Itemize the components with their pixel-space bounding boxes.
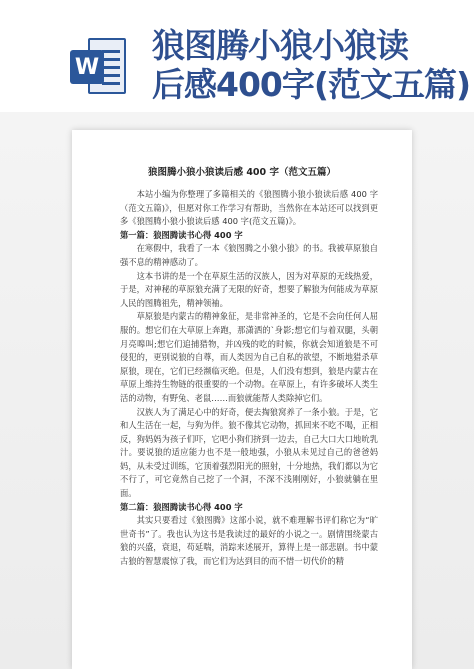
word-document-icon xyxy=(70,38,126,94)
section2-heading: 第二篇：狼图腾读书心得 400 字 xyxy=(120,501,243,512)
banner xyxy=(0,0,474,112)
body-paragraph: 草原狼是内蒙古的精神象征，是非常神圣的，它是不会向任何人屈服的。想它们在大草原上奔跑，那潇洒的`身影;想它们与着双腿，头朝月亮嗥叫;想它们追捕猎物，并凶残的吃的时候，你就会知道狼是不可侵犯的，更别说狼的自尊，而人类因为自己自私的欲望，不断地猎杀草原狼，现在，它们已经濒临灭绝。但是，人们没有想到，狼是内蒙古在草原上维持生物链的很重要的一个动物。在草原上，有许多破坏人类生活的动物，有野兔、老鼠……而狼就能帮人类除掉它们。 xyxy=(120,311,378,403)
word-w-letter: W xyxy=(70,50,104,84)
icon-line xyxy=(102,50,120,53)
body-paragraph: 在寒假中，我看了一本《狼图腾之小狼小狼》的书。我被草原狼自强不息的精神感动了。 xyxy=(120,243,378,267)
document-title: 狼图腾小狼小狼读后感 400 字（范文五篇） xyxy=(148,167,336,178)
icon-line xyxy=(102,58,120,61)
body-paragraph: 汉族人为了满足心中的好奇，便去掏狼窝养了一条小狼。于是，它和人生活在一起，与狗为伴。狼不像其它动物，抓回来不吃不喝，正相反，狗妈妈为孩子们吓，它吧小狗们挤到一边去，自己大口大口地吮乳汁。要说狼的适应能力也不是一般地强，小狼从未见过自己的爸爸妈妈，从未受过训练，它顶着强烈阳光的照射，十分地热，我们都以为它不行了，可它竟然自己挖了一个洞，不深不浅刚刚好，小狼就躺在里面。 xyxy=(120,406,378,499)
banner-title-line2: 后感400字(范文五篇) xyxy=(152,65,471,104)
icon-line xyxy=(102,74,120,77)
icon-line xyxy=(102,66,120,69)
document-page xyxy=(72,130,412,669)
icon-line xyxy=(102,82,120,85)
document-body xyxy=(120,188,378,569)
body-paragraph: 其实只要看过《狼图腾》这部小说，就不难理解书评们称它为“旷世奇书”了。我也认为这书是我读过的最好的小说之一。剧情围绕蒙古狼的兴盛，衰退，苟延喘，消踪来述展开，算得上是一部悲剧。书中蒙古狼的智慧震惊了我，而它们为达到目的而不惜一切代价的精 xyxy=(120,515,378,567)
banner-title xyxy=(152,26,472,104)
banner-title-line1: 狼图腾小狼小狼读 xyxy=(152,26,408,65)
intro-paragraph: 本站小编为你整理了多篇相关的《狼图腾小狼小狼读后感 400 字（范文五篇)》，但愿对你工作学习有帮助，当然你在本站还可以找到更多《狼图腾小狼小狼读后感 400 字(范文五篇)》。 xyxy=(120,189,378,227)
body-paragraph: 这本书讲的是一个在草原生活的汉族人，因为对草原的无线热爱，于是，对神秘的草原狼充满了无限的好奇，想要了解狼为何能成为草原人民的图腾祖先，精神领袖。 xyxy=(120,270,378,308)
section1-heading: 第一篇：狼图腾读书心得 400 字 xyxy=(120,229,243,240)
